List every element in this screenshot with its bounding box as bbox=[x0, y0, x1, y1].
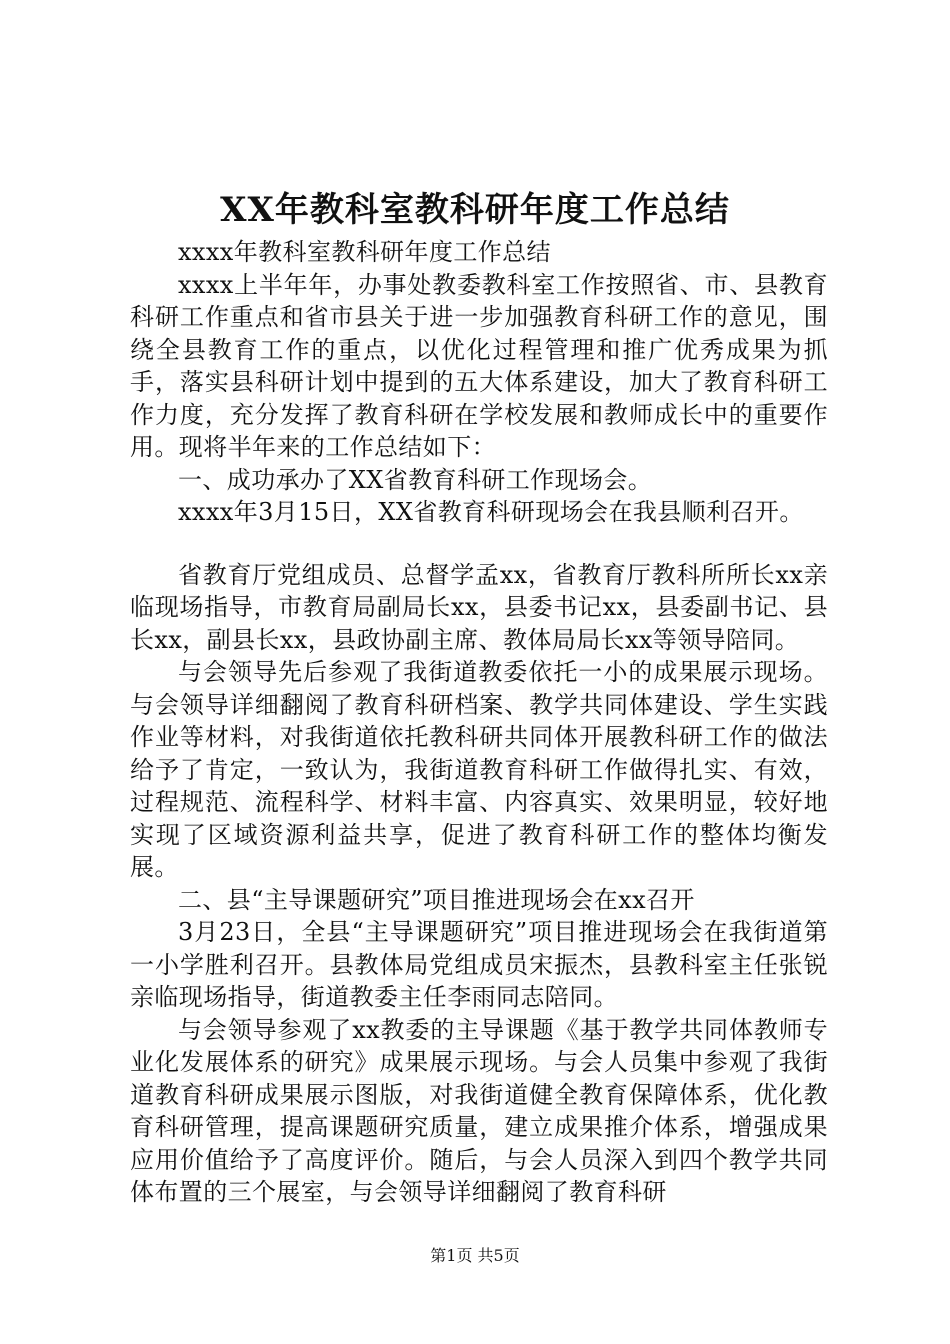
paragraph: 省教育厅党组成员、总督学孟xx，省教育厅教科所所长xx亲临现场指导，市教育局副局长xx，县委书记xx，县委副书记、县长xx，副县长xx，县政协副主席、教体局局长xx等领导陪同。 bbox=[130, 560, 828, 654]
paragraph: xxxx年教科室教科研年度工作总结 bbox=[178, 238, 551, 266]
document-body bbox=[130, 236, 828, 1209]
document-title: XX年教科室教科研年度工作总结 bbox=[220, 190, 730, 230]
page-number: 第1页 共5页 bbox=[430, 1246, 520, 1265]
paragraph: 与会领导先后参观了我街道教委依托一小的成果展示现场。与会领导详细翻阅了教育科研档案、教学共同体建设、学生实践作业等材料，对我街道依托教科研共同体开展教科研工作的做法给予了肯定，一致认为，我街道教育科研工作做得扎实、有效，过程规范、流程科学、材料丰富、内容真实、效果明显，较好地实现了区域资源利益共享，促进了教育科研工作的整体均衡发展。 bbox=[130, 658, 828, 881]
paragraph: xxxx上半年年，办事处教委教科室工作按照省、市、县教育科研工作重点和省市县关于进一步加强教育科研工作的意见，围绕全县教育工作的重点，以优化过程管理和推广优秀成果为抓手，落实县科研计划中提到的五大体系建设，加大了教育科研工作力度，充分发挥了教育科研在学校发展和教师成长中的重要作用。现将半年来的工作总结如下： bbox=[130, 270, 828, 461]
paragraph: 与会领导参观了xx教委的主导课题《基于教学共同体教师专业化发展体系的研究》成果展示现场。与会人员集中参观了我街道教育科研成果展示图版，对我街道健全教育保障体系，优化教育科研管理，提高课题研究质量，建立成果推介体系，增强成果应用价值给予了高度评价。随后，与会人员深入到四个教学共同体布置的三个展室，与会领导详细翻阅了教育科研 bbox=[130, 1015, 828, 1206]
section-heading: 一、成功承办了XX省教育科研工作现场会。 bbox=[178, 465, 653, 494]
paragraph: 3月23日，全县“主导课题研究”项目推进现场会在我街道第一小学胜利召开。县教体局党组成员宋振杰，县教科室主任张锐亲临现场指导，街道教委主任李雨同志陪同。 bbox=[130, 918, 828, 1011]
paragraph: xxxx年3月15日，XX省教育科研现场会在我县顺利召开。 bbox=[178, 498, 804, 526]
section-heading: 二、县“主导课题研究”项目推进现场会在xx召开 bbox=[178, 885, 695, 914]
